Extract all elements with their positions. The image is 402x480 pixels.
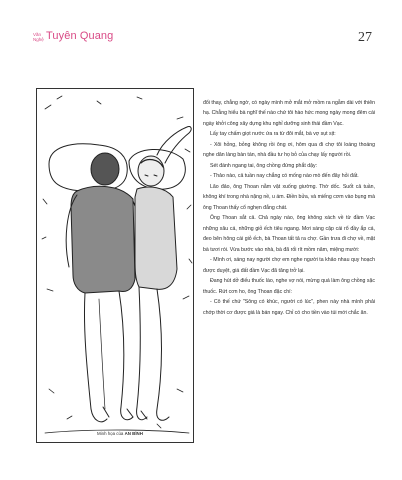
paragraph: Sét đánh ngang tai, ông chồng đứng phắt dậy: bbox=[210, 162, 318, 169]
paragraph: Lấy tay chấm giọt nước ứa ra từ đôi mắt, bà vợ sụt sịt: bbox=[210, 131, 336, 138]
illustration-frame bbox=[36, 88, 194, 443]
paragraph: Đang hút dở điếu thuốc lào, nghe vợ nói, mừng quá làm ông chồng sặc thuốc. Rứt cơn ho, ông Thoan đặc chí: bbox=[203, 278, 375, 295]
masthead-title: Tuyên Quang bbox=[46, 30, 114, 42]
man-figure bbox=[66, 153, 139, 422]
paragraph: - Thảo nào, cả tuần nay chẳng có mống nào mò đến đây hỏi đất. bbox=[210, 173, 359, 180]
sleeping-couple-illustration bbox=[37, 89, 194, 443]
paragraph: Ông Thoan sắt cả. Chả ngày nào, ông không xách về từ đầm Vạc những xâu cá, những giỏ ếch tiêu ngang. Mơi sáng cập cái rổ đầy ắp cá, đeo bên hông cái giỏ ếch, bà Thoan tất tả ra chợ. Gần trưa đi chợ về, mặt bà tươi rói. Vừa bước vào nhà, bà đã rối rít mồm năm, miệng mười: bbox=[203, 215, 375, 253]
paragraph: đổi thay, chẳng ngờ, có ngày mình mở mắt mở mồm ra ngẫm dài với thiên hạ. Chẳng hiểu bà nghĩ thế nào chứ tôi hào hức mong ngày mong đêm cái ngày khởi công xây dựng khu nghỉ dưỡng sinh thái đầm Vạc. bbox=[203, 100, 375, 127]
article-body bbox=[203, 98, 375, 318]
masthead-small-text: Văn Nghệ bbox=[33, 32, 44, 42]
paragraph: - Cô thế chứ "Sông có khúc, người có lúc", phen này nhà mình phải chớp thời cơ được giá là bán ngay. Chỉ có cho tiền vào túi mới chắc ăn. bbox=[203, 299, 375, 316]
illustration-credit bbox=[97, 431, 143, 436]
paragraph: - Xôi hỏng, bỏng không rồi ông ơi, hôm qua đi chợ tôi loáng thoáng nghe dân làng bàn tán, nhà đầu tư họ bỏ của chạy lấy người rồi. bbox=[203, 141, 375, 159]
credit-artist: AN BÌNH bbox=[124, 431, 143, 436]
page-number: 27 bbox=[358, 30, 372, 45]
woman-figure bbox=[135, 126, 191, 420]
masthead-logo bbox=[33, 30, 113, 42]
credit-prefix: Minh họa của bbox=[97, 431, 124, 436]
paragraph: - Mình ơi, sáng nay người chợ em nghe người ta khảo nhau quy hoạch được duyệt, giá đất đầm Vạc đã tăng trở lại. bbox=[203, 257, 375, 274]
paragraph: Lão đảo, ông Thoan nằm vật xuống giường. Thờ dốc. Suốt cả tuần, không khí trong nhà nặng nề, u ám. Điền bửa, và miếng cơm vào bụng mà ông Thoan thấy cổ nghẹn đắng chát. bbox=[203, 183, 375, 211]
page-header bbox=[0, 0, 402, 60]
